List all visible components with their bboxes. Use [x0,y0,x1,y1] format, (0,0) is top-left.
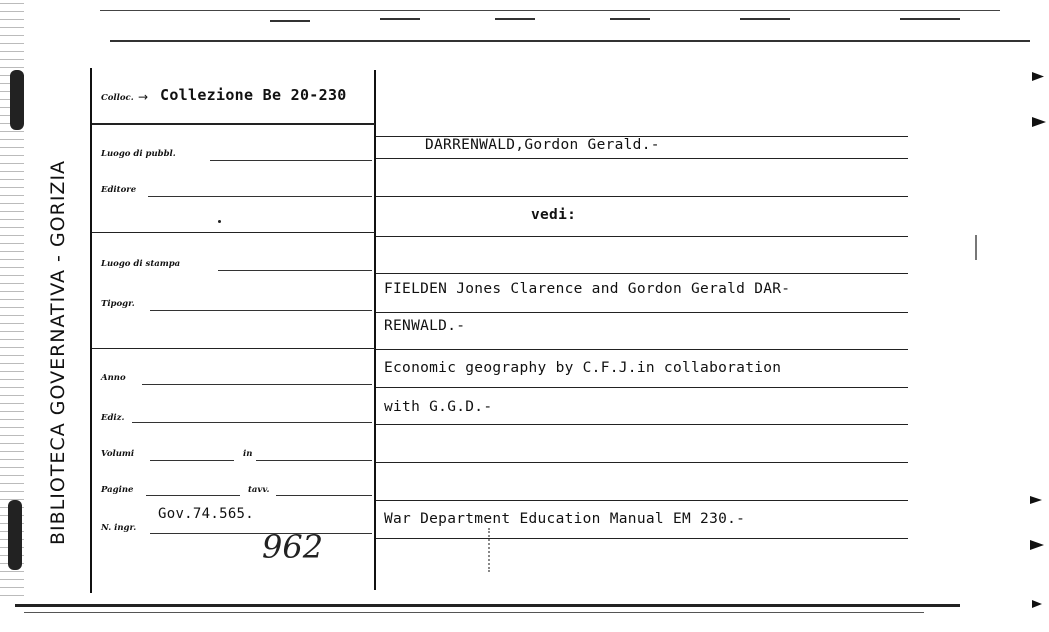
field-anno: Anno [101,373,126,383]
card-bottom-edge [15,604,960,607]
line-anno [142,384,372,385]
right-mark-5 [1032,600,1042,608]
left-scan-mark-1 [10,70,24,130]
field-n-ingr: N. ingr. [101,523,137,533]
field-editore: Editore [101,185,137,195]
rule-r8 [376,387,908,388]
top-dash-4 [610,18,650,20]
line-luogo-pubbl [210,160,372,161]
record-line-2: RENWALD.- [384,318,466,334]
rule-r11 [376,500,908,501]
field-tavv: tavv. [248,485,270,495]
line-volumi [150,460,234,461]
record-line-1: FIELDEN Jones Clarence and Gordon Gerald DAR- [384,281,791,297]
dot-mark [218,220,221,223]
field-in: in [243,449,253,459]
inventory-number: Gov.74.565. [158,506,255,522]
card-bottom-edge-2 [24,612,924,613]
top-dash-2 [380,18,420,20]
rule-r10 [376,462,908,463]
handwritten-number: 962 [262,528,324,566]
rule-r12 [376,538,908,539]
field-volumi: Volumi [101,449,135,459]
top-rule [100,10,1000,11]
rule-r4 [376,236,908,237]
record-see: vedi: [531,207,577,223]
top-dash-1 [270,20,310,22]
field-luogo-pubbl: Luogo di pubbl. [101,149,176,159]
line-ediz [132,422,372,423]
record-line-3: Economic geography by C.F.J.in collaboration [384,360,782,376]
line-tipogr [150,310,372,311]
rule-r3 [376,196,908,197]
left-section-break-1 [92,232,375,233]
left-section-break-2 [92,348,375,349]
field-pagine: Pagine [101,485,134,495]
record-author: DARRENWALD,Gordon Gerald.- [425,137,660,153]
field-luogo-stampa: Luogo di stampa [101,259,181,269]
collocation-arrow: → [138,90,149,104]
right-mark-2 [1032,117,1046,127]
rule-r7 [376,349,908,350]
rule-r2 [376,158,908,159]
right-mark-1 [1032,72,1044,81]
right-mark-3 [1030,496,1042,504]
right-mark-4 [1030,540,1044,550]
record-line-4: with G.G.D.- [384,399,493,415]
line-in [256,460,372,461]
rule-r6 [376,312,908,313]
column-divider [374,70,376,590]
line-n-ingr [150,533,372,534]
field-tipogr: Tipogr. [101,299,135,309]
line-tavv [276,495,372,496]
top-dash-5 [740,18,790,20]
frame-left-border [90,68,92,593]
record-line-5: War Department Education Manual EM 230.- [384,511,746,527]
rule-r9 [376,424,908,425]
line-editore [148,196,372,197]
line-luogo-stampa [218,270,372,271]
right-edge-dash [975,235,977,260]
institution-title: BIBLIOTECA GOVERNATIVA - GORIZIA [47,159,69,545]
collocation-label: Colloc. [101,93,134,103]
field-ediz: Ediz. [101,413,125,423]
top-dash-3 [495,18,535,20]
punch-hole-smudge [488,528,510,572]
line-pagine [146,495,240,496]
collocation-value: Collezione Be 20-230 [160,86,347,104]
card-top-edge [110,40,1030,42]
top-dash-6 [900,18,960,20]
left-scan-mark-2 [8,500,22,570]
rule-r5 [376,273,908,274]
header-separator [92,123,375,125]
